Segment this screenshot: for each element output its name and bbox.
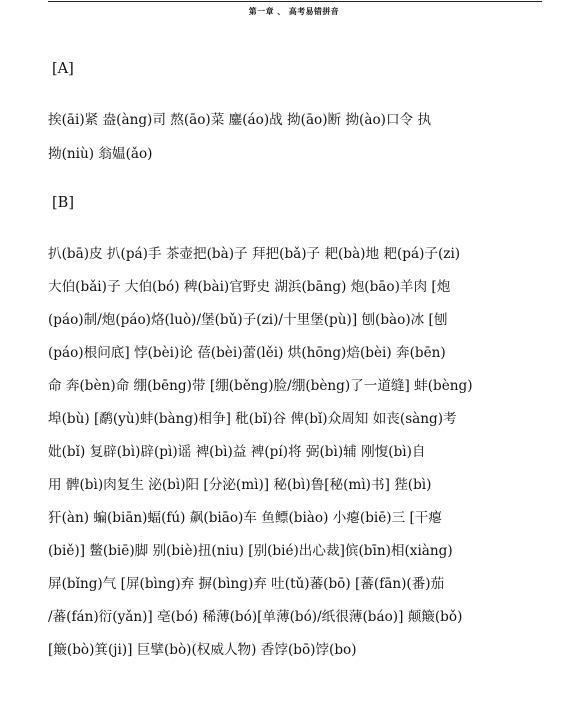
text-line: (páo)根问底] 悖(bèi)论 蓓(bèi)蕾(lěi) 烘(hōng)焙(bèi) 奔(bēn) — [48, 345, 446, 361]
text-line: 妣(bǐ) 复辟(bì)辟(pì)谣 裨(bì)益 裨(pí)将 弼(bì)辅 刚愎(bì)自 — [48, 444, 426, 460]
text-line: (páo)制/炮(páo)烙(luò)/堡(bǔ)子(zi)/十里堡(pù)] 刨(bào)冰 [刨 — [48, 312, 448, 328]
top-rule — [48, 1, 542, 2]
section-label-a: [A] — [52, 61, 74, 77]
text-line: (biě)] 鳖(biē)脚 别(biè)扭(niu) [别(bié)出心裁]傧(bīn)相(xiàng) — [48, 543, 453, 559]
text-line: 犴(àn) 蝙(biān)蝠(fú) 飙(biāo)车 鱼鳔(biào) 小瘪(biē)三 [干瘪 — [48, 510, 442, 526]
section-label-b: [B] — [52, 195, 74, 211]
text-line: 埠(bù) [鹬(yù)蚌(bàng)相争] 秕(bǐ)谷 俾(bǐ)众周知 如丧(sàng)考 — [48, 411, 457, 427]
page-title: 第一章 、 高考易错拼音 — [248, 7, 340, 16]
text-line: 拗(niù) 翁媪(ǎo) — [48, 146, 153, 162]
text-line: 扒(bā)皮 扒(pá)手 茶壶把(bà)子 拜把(bǎ)子 耙(bà)地 耙(pá)子(zi) — [48, 246, 461, 262]
text-line: 命 奔(bèn)命 绷(bēng)带 [绷(běng)脸/绷(bèng)了一道缝] 蚌(bèng) — [48, 378, 473, 394]
text-line: 用 髀(bì)肉复生 泌(bì)阳 [分泌(mì)] 秘(bì)鲁[秘(mì)书] 狴(bì) — [48, 477, 432, 493]
text-line: 屏(bǐng)气 [屏(bìng)弃 摒(bìng)弃 吐(tǔ)蕃(bō) [蕃(fān)(番)茄 — [48, 576, 445, 592]
text-line: [簸(bò)箕(ji)] 巨擘(bò)(权威人物) 香饽(bō)饽(bo) — [48, 642, 357, 658]
text-line: /蕃(fán)衍(yǎn)] 亳(bó) 稀薄(bó)[单薄(bó)/纸很薄(báo)] 颠簸(bǒ) — [48, 609, 463, 625]
text-line: 挨(āi)紧 盎(àng)司 熬(āo)菜 鏖(áo)战 拗(āo)断 拗(ào)口令 执 — [48, 112, 432, 128]
text-line: 大伯(bǎi)子 大伯(bó) 稗(bài)官野史 湖浜(bāng) 炮(bāo)羊肉 [炮 — [48, 279, 451, 295]
